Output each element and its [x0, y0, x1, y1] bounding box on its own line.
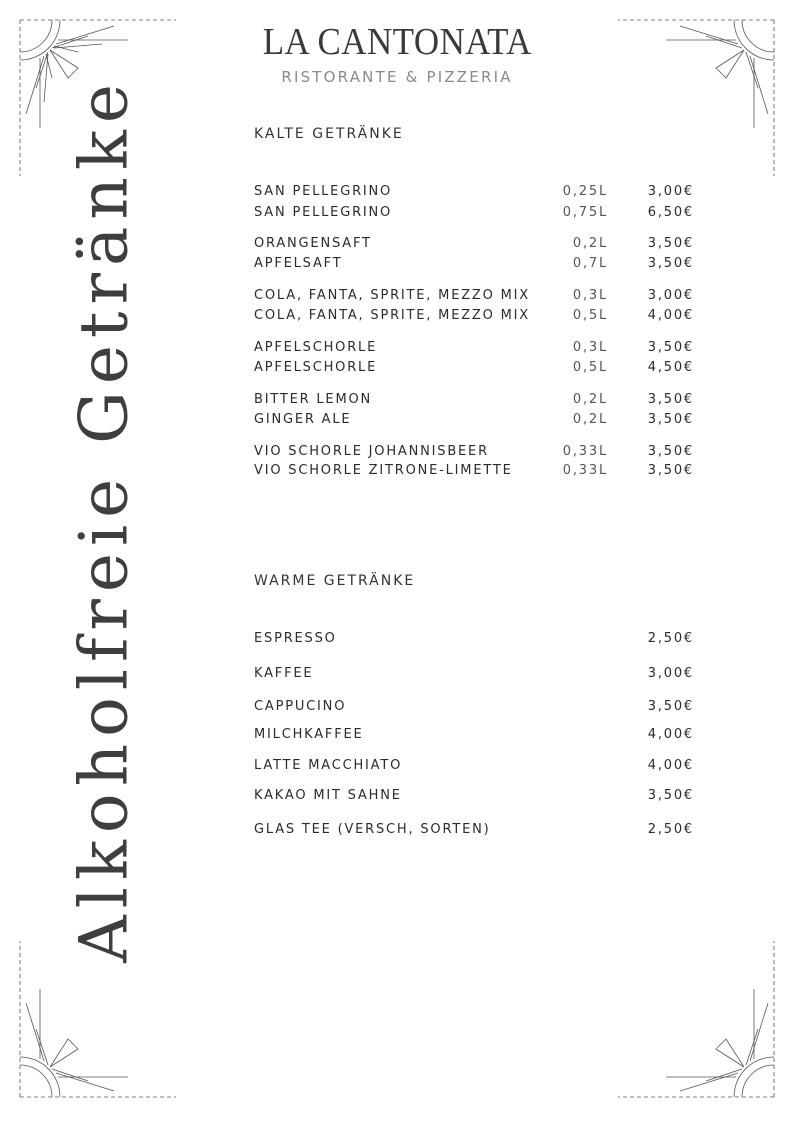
item-name: COLA, FANTA, SPRITE, MEZZO MIX	[254, 288, 530, 303]
item-volume: 0,5L	[572, 308, 608, 323]
item-price: 3,50€	[647, 392, 694, 407]
section-heading-cold: KALTE GETRÄNKE	[254, 126, 404, 142]
corner-ornament-bottom-right	[616, 939, 776, 1099]
brand-subtitle: RISTORANTE & PIZZERIA	[281, 68, 513, 86]
item-name: KAKAO MIT SAHNE	[254, 788, 402, 803]
menu-item	[254, 727, 694, 745]
menu-item	[254, 392, 694, 410]
menu-item	[254, 699, 694, 717]
item-name: MILCHKAFFEE	[254, 727, 364, 742]
menu-item	[254, 288, 694, 306]
item-name: COLA, FANTA, SPRITE, MEZZO MIX	[254, 308, 530, 323]
item-name: APFELSCHORLE	[254, 360, 378, 375]
item-volume: 0,25L	[562, 184, 608, 199]
item-name: KAFFEE	[254, 666, 314, 681]
menu-item	[254, 340, 694, 358]
page-title: Alkoholfreie Getränke	[65, 77, 143, 963]
item-price: 3,50€	[647, 788, 694, 803]
item-volume: 0,3L	[572, 288, 608, 303]
item-price: 3,50€	[647, 444, 694, 459]
brand-title: LA CANTONATA	[262, 21, 532, 63]
item-price: 3,50€	[647, 412, 694, 427]
item-price: 3,50€	[647, 256, 694, 271]
item-volume: 0,7L	[572, 256, 608, 271]
menu-item	[254, 205, 694, 223]
item-name: SAN PELLEGRINO	[254, 205, 393, 220]
item-price: 2,50€	[647, 631, 694, 646]
menu-item	[254, 308, 694, 326]
corner-ornament-bottom-left	[18, 939, 178, 1099]
menu-item	[254, 444, 694, 462]
sunburst-icon	[616, 939, 776, 1099]
item-price: 4,00€	[647, 308, 694, 323]
item-volume: 0,2L	[572, 236, 608, 251]
item-volume: 0,5L	[572, 360, 608, 375]
item-name: GINGER ALE	[254, 412, 352, 427]
item-name: APFELSCHORLE	[254, 340, 378, 355]
item-volume: 0,2L	[572, 412, 608, 427]
menu-item	[254, 788, 694, 806]
item-price: 4,00€	[647, 727, 694, 742]
menu-item	[254, 822, 694, 840]
item-price: 3,50€	[647, 340, 694, 355]
item-name: VIO SCHORLE JOHANNISBEER	[254, 444, 489, 459]
section-heading-warm: WARME GETRÄNKE	[254, 573, 416, 589]
item-price: 3,50€	[647, 463, 694, 478]
item-price: 3,50€	[647, 699, 694, 714]
item-price: 3,00€	[647, 666, 694, 681]
item-name: LATTE MACCHIATO	[254, 758, 403, 773]
menu-item	[254, 463, 694, 481]
item-name: ORANGENSAFT	[254, 236, 372, 251]
item-name: VIO SCHORLE ZITRONE-LIMETTE	[254, 463, 513, 478]
item-name: SAN PELLEGRINO	[254, 184, 393, 199]
item-price: 4,00€	[647, 758, 694, 773]
item-name: GLAS TEE (VERSCH, SORTEN)	[254, 822, 491, 837]
item-price: 3,00€	[647, 288, 694, 303]
item-volume: 0,3L	[572, 340, 608, 355]
item-name: BITTER LEMON	[254, 392, 373, 407]
item-volume: 0,33L	[562, 444, 608, 459]
menu-item	[254, 256, 694, 274]
menu-item	[254, 236, 694, 254]
item-price: 3,00€	[647, 184, 694, 199]
sunburst-icon	[18, 939, 178, 1099]
item-name: ESPRESSO	[254, 631, 337, 646]
item-name: APFELSAFT	[254, 256, 343, 271]
item-price: 6,50€	[647, 205, 694, 220]
item-volume: 0,75L	[562, 205, 608, 220]
item-volume: 0,2L	[572, 392, 608, 407]
menu-item	[254, 631, 694, 649]
item-price: 4,50€	[647, 360, 694, 375]
menu-item	[254, 360, 694, 378]
item-volume: 0,33L	[562, 463, 608, 478]
item-price: 3,50€	[647, 236, 694, 251]
menu-item	[254, 758, 694, 776]
menu-item	[254, 412, 694, 430]
menu-item	[254, 184, 694, 202]
item-price: 2,50€	[647, 822, 694, 837]
menu-item	[254, 666, 694, 684]
item-name: CAPPUCINO	[254, 699, 347, 714]
